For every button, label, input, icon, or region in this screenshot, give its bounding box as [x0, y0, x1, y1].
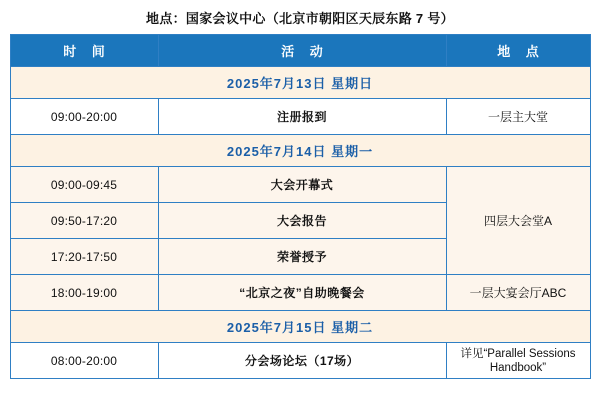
cell-time: 09:00-20:00	[10, 99, 158, 135]
table-row	[10, 167, 590, 203]
day-header-row	[10, 67, 590, 99]
table-row	[10, 343, 590, 379]
schedule-table	[10, 34, 591, 379]
cell-time: 09:00-09:45	[10, 167, 158, 203]
venue-line: 地点：国家会议中心（北京市朝阳区天辰东路 7 号）	[146, 11, 454, 26]
header-activity: 活 动	[158, 35, 446, 67]
cell-location: 一层大宴会厅ABC	[446, 275, 590, 311]
cell-activity: 分会场论坛（17场）	[158, 343, 446, 379]
cell-time: 09:50-17:20	[10, 203, 158, 239]
cell-location: 四层大会堂A	[446, 167, 590, 275]
cell-time: 08:00-20:00	[10, 343, 158, 379]
cell-activity: “北京之夜”自助晚餐会	[158, 275, 446, 311]
day-header-row	[10, 135, 590, 167]
table-header	[10, 35, 590, 67]
cell-location	[446, 343, 590, 379]
day-header-row	[10, 311, 590, 343]
table-row	[10, 275, 590, 311]
cell-location: 一层主大堂	[446, 99, 590, 135]
header-time: 时 间	[10, 35, 158, 67]
cell-activity: 荣誉授予	[158, 239, 446, 275]
cell-activity: 大会开幕式	[158, 167, 446, 203]
table-row	[10, 99, 590, 135]
header-location: 地 点	[446, 35, 590, 67]
cell-time: 17:20-17:50	[10, 239, 158, 275]
cell-location-line2: Handbook”	[489, 361, 547, 374]
cell-time: 18:00-19:00	[10, 275, 158, 311]
day-label: 2025年7月15日 星期二	[10, 311, 590, 343]
cell-activity: 大会报告	[158, 203, 446, 239]
table-body	[10, 67, 590, 379]
cell-activity: 注册报到	[158, 99, 446, 135]
header-row	[10, 35, 590, 67]
day-label: 2025年7月13日 星期日	[10, 67, 590, 99]
cell-location-line1: 详见“Parallel Sessions	[460, 347, 576, 360]
day-label: 2025年7月14日 星期一	[10, 135, 590, 167]
